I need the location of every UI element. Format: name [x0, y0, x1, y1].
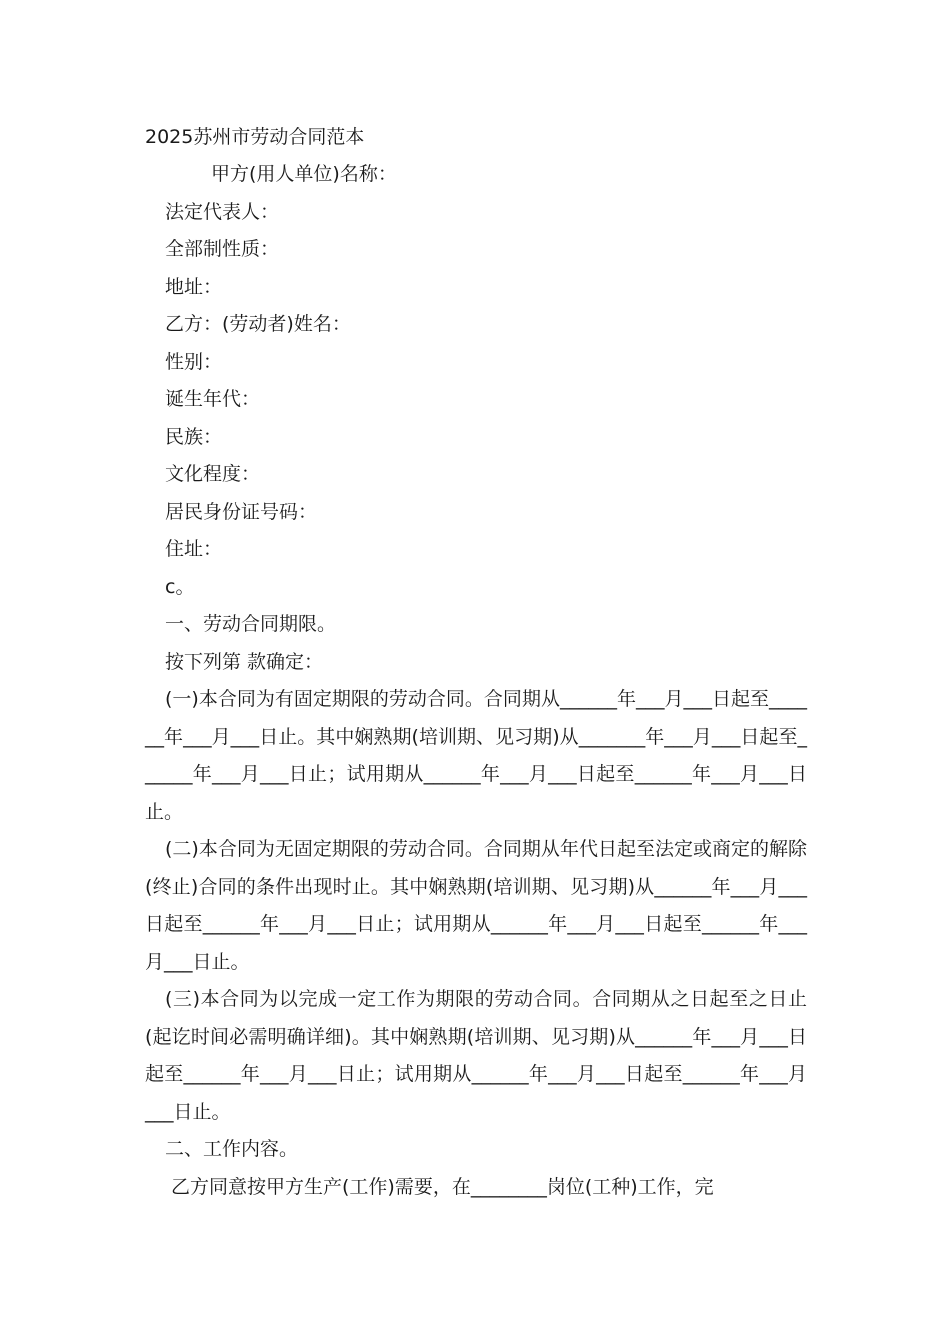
term-fixed-paragraph: (一)本合同为有固定期限的劳动合同。合同期从______年___月___日起至______年___月___日止。其中娴熟期(培训期、见习期)从_______年___月___日起至______年___月___日止；试用期从______年___月___日起至______年___月___日止。 [145, 688, 807, 823]
contract-body [145, 118, 807, 1206]
legal-representative-label: 法定代表人： [165, 200, 280, 223]
ownership-type-label: 全部制性质： [165, 238, 280, 260]
term-open-paragraph: (二)本合同为无固定期限的劳动合同。合同期从年代日起至法定或商定的解除(终止)合同的条件出现时止。其中娴熟期(培训期、见习期)从______年___月___日起至______年___月___日止；试用期从______年___月___日起至______年___月___日止。 [145, 838, 807, 973]
term-task-paragraph: (三)本合同为以完成一定工作为期限的劳动合同。合同期从之日起至之日止(起讫时间必需明确详细)。其中娴熟期(培训期、见习期)从______年___月___日起至______年___月___日止；试用期从______年___月___日起至______年___月___日止。 [145, 988, 807, 1123]
id-number-label: 居民身份证号码： [165, 500, 318, 523]
ethnicity-label: 民族： [165, 425, 223, 448]
section-term-heading: 一、劳动合同期限。 [165, 613, 337, 635]
party-a-name-label: 甲方(用人单位)名称： [211, 163, 397, 185]
gender-label: 性别： [165, 350, 223, 373]
section-work-heading: 二、工作内容。 [165, 1138, 299, 1160]
residence-label: 住址： [165, 538, 223, 560]
party-b-name-label: 乙方：(劳动者)姓名： [165, 313, 351, 335]
party-a-address-label: 地址： [165, 275, 223, 298]
stray-text: c。 [165, 575, 195, 598]
document-title: 2025苏州市劳动合同范本 [145, 126, 365, 148]
work-content-paragraph: 乙方同意按甲方生产(工作)需要，在________岗位(工种)工作，完 [171, 1175, 714, 1198]
section-term-intro: 按下列第 款确定： [165, 650, 324, 673]
birth-date-label: 诞生年代： [165, 388, 261, 410]
education-label: 文化程度： [165, 463, 261, 485]
